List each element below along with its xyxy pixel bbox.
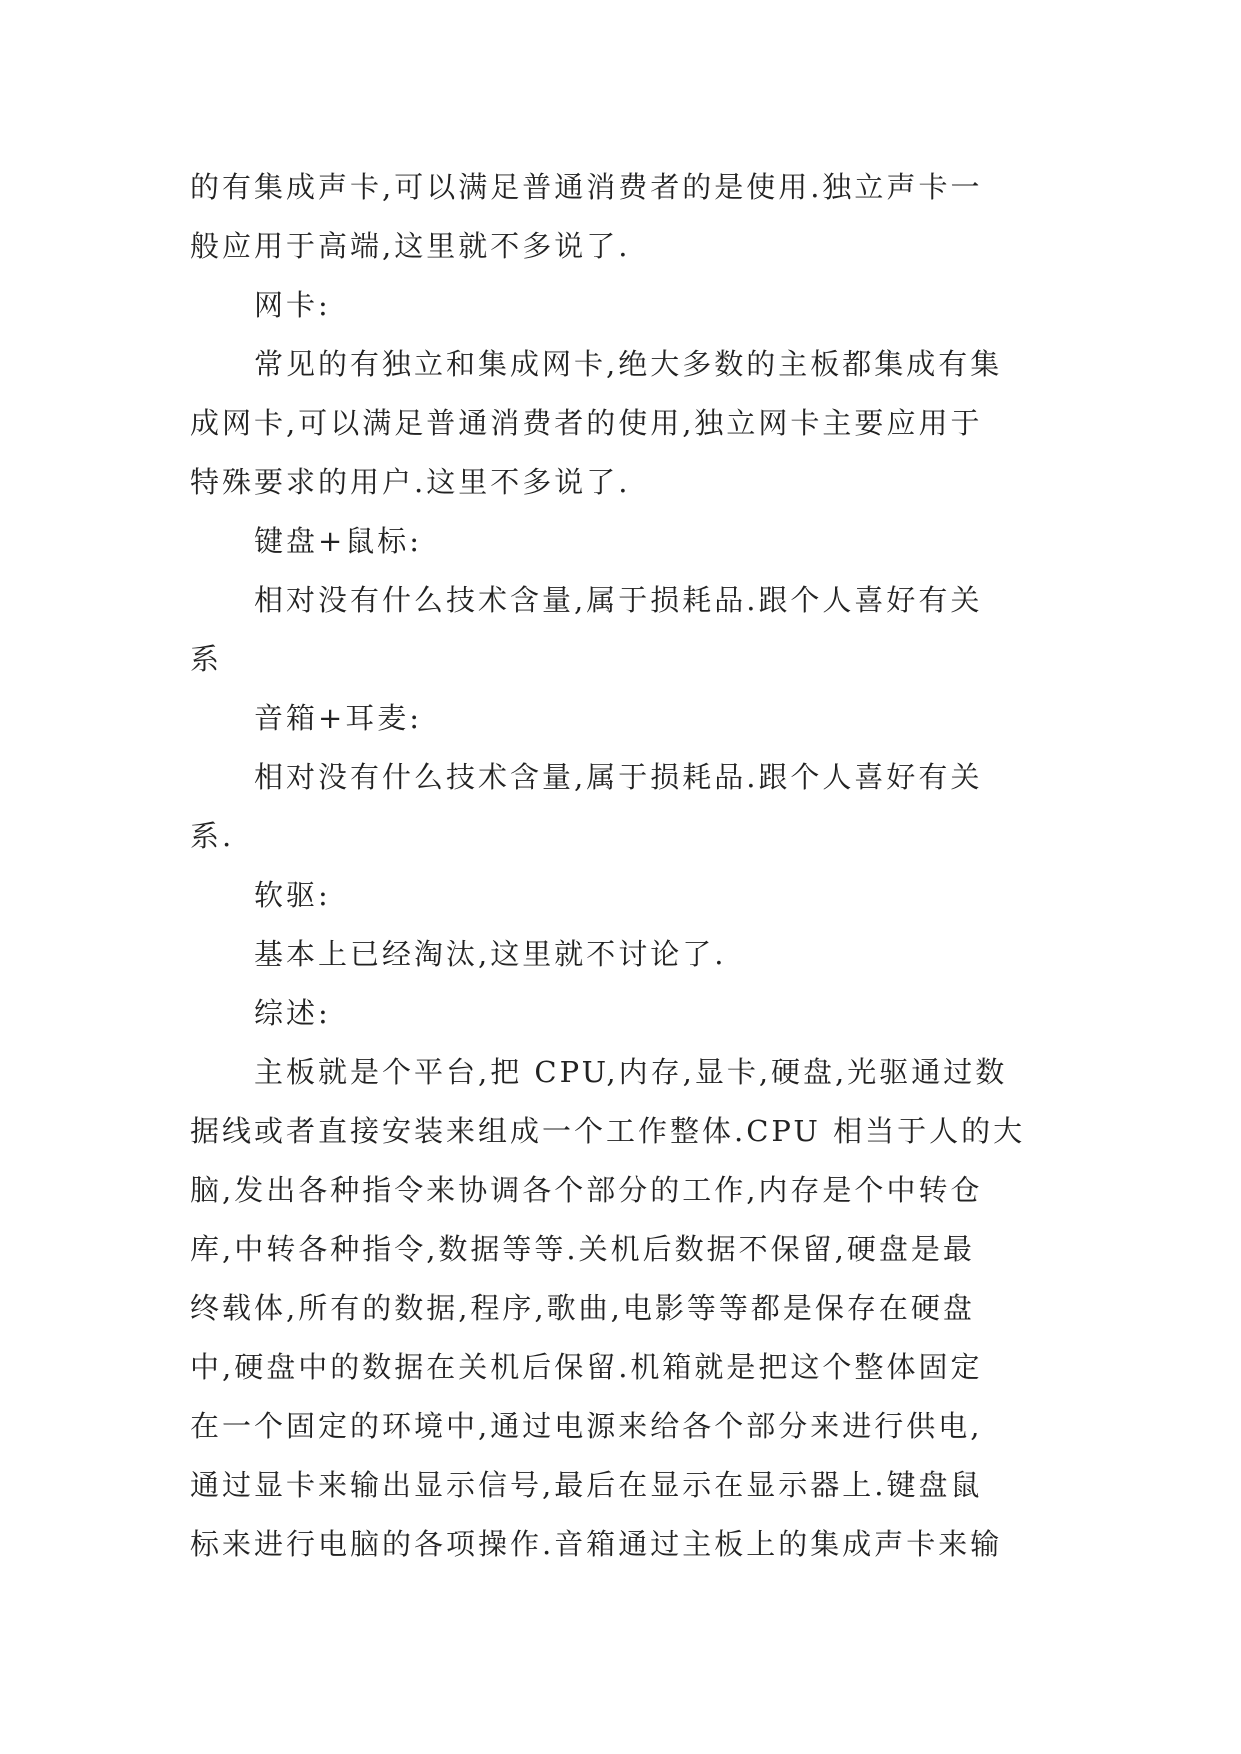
- text-line: 常见的有独立和集成网卡,绝大多数的主板都集成有集: [254, 347, 1003, 381]
- section-heading-speakers-headset: 音箱+耳麦:: [254, 701, 423, 735]
- text-line: 的有集成声卡,可以满足普通消费者的是使用.独立声卡一: [190, 170, 983, 204]
- text-line: 脑,发出各种指令来协调各个部分的工作,内存是个中转仓: [190, 1173, 983, 1207]
- text-line: 系.: [190, 819, 235, 853]
- section-heading-keyboard-mouse: 键盘+鼠标:: [254, 524, 423, 558]
- text-line: 相对没有什么技术含量,属于损耗品.跟个人喜好有关: [254, 583, 983, 617]
- text-line: 特殊要求的用户.这里不多说了.: [190, 465, 631, 499]
- text-line: 通过显卡来输出显示信号,最后在显示在显示器上.键盘鼠: [190, 1468, 983, 1502]
- text-line: 般应用于高端,这里就不多说了.: [190, 229, 631, 263]
- document-body: [190, 158, 1055, 1574]
- text-line: 在一个固定的环境中,通过电源来给各个部分来进行供电,: [190, 1409, 983, 1443]
- text-line: 库,中转各种指令,数据等等.关机后数据不保留,硬盘是最: [190, 1232, 975, 1266]
- text-line: 主板就是个平台,把 CPU,内存,显卡,硬盘,光驱通过数: [254, 1055, 1008, 1089]
- text-line: 相对没有什么技术含量,属于损耗品.跟个人喜好有关: [254, 760, 983, 794]
- section-heading-summary: 综述:: [254, 996, 331, 1030]
- text-line: 终载体,所有的数据,程序,歌曲,电影等等都是保存在硬盘: [190, 1291, 975, 1325]
- text-line: 基本上已经淘汰,这里就不讨论了.: [254, 937, 727, 971]
- text-line: 中,硬盘中的数据在关机后保留.机箱就是把这个整体固定: [190, 1350, 983, 1384]
- section-heading-floppy-drive: 软驱:: [254, 878, 331, 912]
- text-line: 成网卡,可以满足普通消费者的使用,独立网卡主要应用于: [190, 406, 983, 440]
- section-heading-network-card: 网卡:: [254, 288, 331, 322]
- text-line: 系: [190, 642, 223, 676]
- text-line: 标来进行电脑的各项操作.音箱通过主板上的集成声卡来输: [190, 1527, 1003, 1561]
- text-line: 据线或者直接安装来组成一个工作整体.CPU 相当于人的大: [190, 1114, 1026, 1148]
